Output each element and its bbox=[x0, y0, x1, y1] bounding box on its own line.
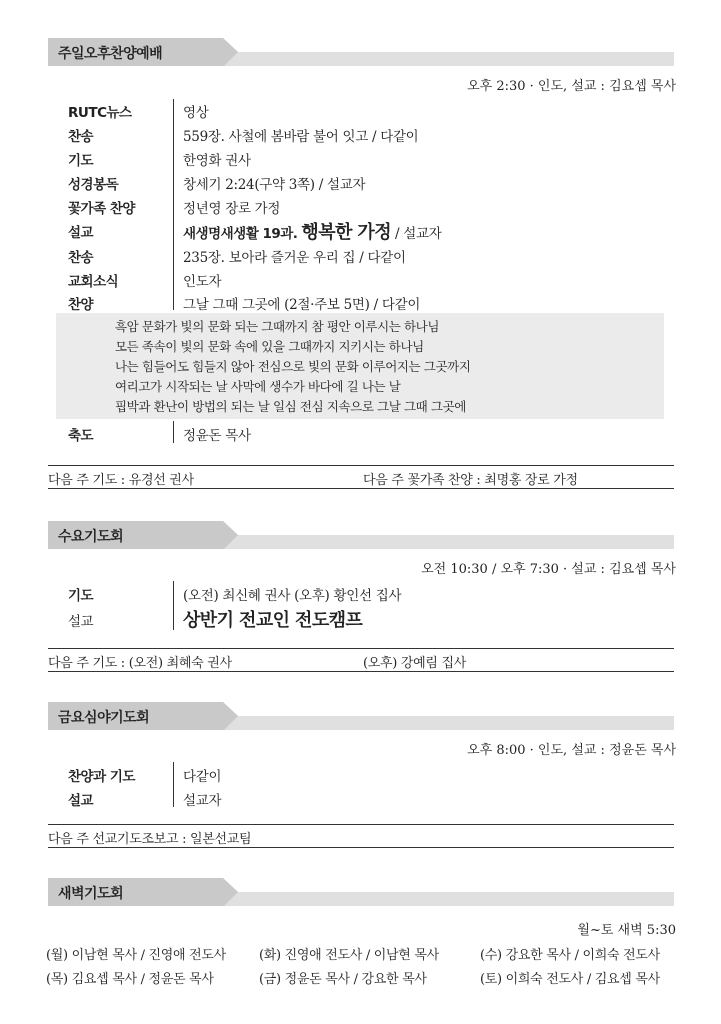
row-value-sermon: 설교자 bbox=[183, 793, 222, 809]
section-header-wednesday bbox=[48, 521, 674, 549]
wednesday-info: 오전 10:30 / 오후 7:30 · 설교 : 김요셉 목사 bbox=[421, 562, 676, 577]
row-label-praise: 찬양 bbox=[68, 297, 94, 313]
lyric-line: 핍박과 환난이 방법의 되는 날 일심 전심 지속으로 그날 그때 그곳에 bbox=[115, 399, 466, 414]
lyric-line: 여리고가 시작되는 날 사막에 생수가 바다에 길 나는 날 bbox=[115, 379, 401, 394]
row-label-announcements: 교회소식 bbox=[68, 274, 119, 290]
sermon-preacher: / 설교자 bbox=[395, 226, 442, 242]
divider-line bbox=[173, 421, 174, 443]
lyrics-box bbox=[56, 313, 664, 419]
row-label-sermon: 설교 bbox=[68, 225, 94, 241]
row-value-praise-prayer: 다같이 bbox=[183, 769, 222, 785]
divider-line bbox=[173, 581, 174, 630]
row-value-announcements: 인도자 bbox=[183, 274, 222, 290]
row-value-sermon bbox=[183, 218, 441, 244]
section-header-sunday bbox=[48, 38, 674, 66]
row-label-praise-prayer: 찬양과 기도 bbox=[68, 769, 135, 785]
divider-line bbox=[173, 762, 174, 807]
next-week-prayer: 다음 주 기도 : 유경선 권사 bbox=[48, 473, 194, 488]
row-label-scripture: 성경봉독 bbox=[68, 177, 119, 193]
row-value-scripture: 창세기 2:24(구약 3쪽) / 설교자 bbox=[183, 177, 366, 193]
section-header-friday bbox=[48, 702, 674, 730]
row-label-prayer: 기도 bbox=[68, 588, 94, 604]
section-header-background bbox=[48, 521, 674, 549]
row-value-praise: 그날 그때 그곳에 (2절·주보 5면) / 다같이 bbox=[183, 297, 421, 313]
lyric-line: 모든 족속이 빛의 문화 속에 있을 그때까지 지키시는 하나님 bbox=[115, 339, 424, 354]
section-title: 수요기도회 bbox=[58, 529, 124, 545]
row-label-news: RUTC뉴스 bbox=[68, 105, 132, 121]
dawn-schedule-mon: (월) 이남현 목사 / 진영애 전도사 bbox=[46, 948, 226, 963]
row-value-hymn: 559장. 사철에 봄바람 불어 잇고 / 다같이 bbox=[183, 129, 419, 145]
row-label-prayer: 기도 bbox=[68, 153, 94, 169]
section-header-dawn bbox=[48, 878, 674, 906]
dawn-schedule-fri: (금) 정윤돈 목사 / 강요한 목사 bbox=[259, 972, 427, 987]
row-value-benediction: 정윤돈 목사 bbox=[183, 428, 251, 444]
row-value-news: 영상 bbox=[183, 105, 209, 121]
sermon-series: 새생명새생활 19과. bbox=[183, 226, 298, 242]
section-title: 주일오후찬양예배 bbox=[58, 46, 163, 62]
lyric-line: 나는 힘들어도 힘들지 않아 전심으로 빛의 문화 이루어지는 그곳까지 bbox=[115, 359, 471, 374]
dawn-info: 월~토 새벽 5:30 bbox=[577, 923, 676, 938]
section-title: 금요심야기도회 bbox=[58, 710, 150, 726]
next-week-mission-report: 다음 주 선교기도조보고 : 일본선교팀 bbox=[48, 832, 252, 847]
next-week-flower-family: 다음 주 꽃가족 찬양 : 최명홍 장로 가정 bbox=[363, 473, 578, 488]
row-label-flower-family: 꽃가족 찬양 bbox=[68, 201, 135, 217]
next-week-bar-friday bbox=[48, 824, 674, 848]
sermon-title: 행복한 가정 bbox=[301, 222, 392, 243]
dawn-schedule-thu: (목) 김요셉 목사 / 정윤돈 목사 bbox=[46, 972, 214, 987]
row-label-benediction: 축도 bbox=[68, 428, 94, 444]
row-value-prayer: 한영화 권사 bbox=[183, 153, 251, 169]
next-week-bar-sunday bbox=[48, 465, 674, 489]
row-label-sermon: 설교 bbox=[68, 793, 94, 809]
next-week-bar-wednesday bbox=[48, 648, 674, 672]
row-label-sermon: 설교 bbox=[68, 614, 94, 630]
next-week-prayer-evening: (오후) 강예림 집사 bbox=[363, 656, 467, 671]
row-label-hymn: 찬송 bbox=[68, 129, 94, 145]
section-title: 새벽기도회 bbox=[58, 886, 124, 902]
section-header-background bbox=[48, 878, 674, 906]
lyric-line: 흑암 문화가 빛의 문화 되는 그때까지 참 평안 이루시는 하나님 bbox=[115, 319, 440, 334]
divider-line bbox=[173, 99, 174, 310]
dawn-schedule-tue: (화) 진영애 전도사 / 이남현 목사 bbox=[259, 948, 439, 963]
row-label-hymn-2: 찬송 bbox=[68, 250, 94, 266]
dawn-schedule-wed: (수) 강요한 목사 / 이희숙 전도사 bbox=[480, 948, 660, 963]
row-value-sermon: 상반기 전교인 전도캠프 bbox=[183, 610, 363, 631]
row-value-flower-family: 정년영 장로 가정 bbox=[183, 201, 281, 217]
dawn-schedule-sat: (토) 이희숙 전도사 / 김요셉 목사 bbox=[480, 972, 660, 987]
friday-info: 오후 8:00 · 인도, 설교 : 정윤돈 목사 bbox=[467, 743, 676, 758]
row-value-prayer: (오전) 최신혜 권사 (오후) 황인선 집사 bbox=[183, 588, 402, 604]
next-week-prayer-morning: 다음 주 기도 : (오전) 최혜숙 권사 bbox=[48, 656, 232, 671]
row-value-hymn-2: 235장. 보아라 즐거운 우리 집 / 다같이 bbox=[183, 250, 406, 266]
sunday-info: 오후 2:30 · 인도, 설교 : 김요셉 목사 bbox=[467, 79, 676, 94]
